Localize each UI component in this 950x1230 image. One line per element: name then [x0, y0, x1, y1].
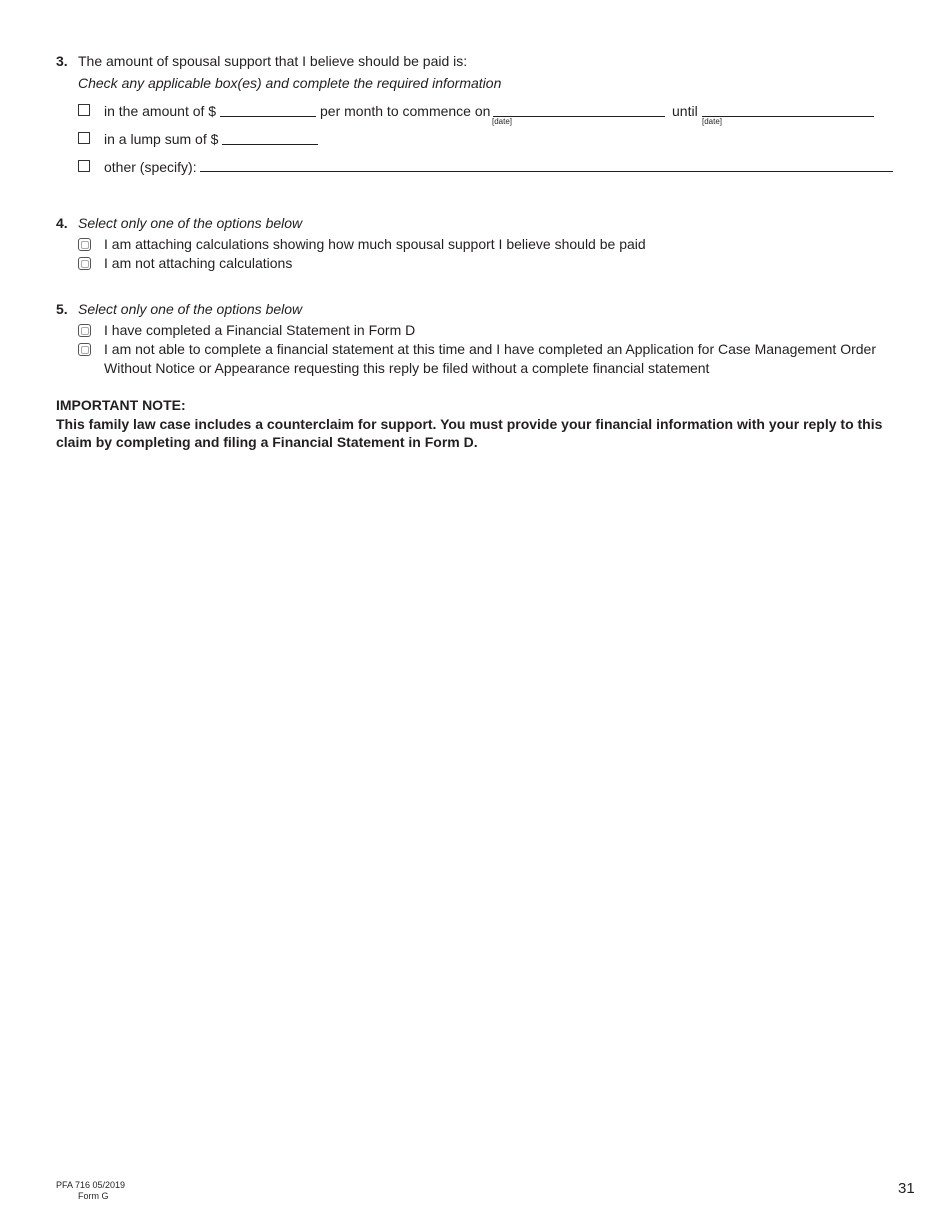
not-attaching-calculations-label: I am not attaching calculations — [104, 255, 293, 271]
commence-on-label: per month to commence on — [320, 103, 491, 119]
section-4-number: 4. — [56, 215, 68, 231]
important-note-line-1: This family law case includes a counterclaim for support. You must provide your financial information with your reply to this — [56, 416, 883, 432]
lump-sum-checkbox[interactable] — [78, 132, 90, 144]
lump-sum-field[interactable] — [222, 144, 318, 145]
financial-statement-not-able-radio[interactable] — [78, 343, 91, 356]
page-number: 31 — [898, 1180, 915, 1197]
section-4-instruction: Select only one of the options below — [78, 215, 303, 231]
section-3-heading: The amount of spousal support that I believe should be paid is: — [78, 53, 468, 69]
lump-sum-label: in a lump sum of $ — [104, 131, 219, 147]
section-3-number: 3. — [56, 53, 68, 69]
attaching-calculations-radio[interactable] — [78, 238, 91, 251]
until-date-field[interactable] — [702, 116, 874, 117]
attaching-calculations-label: I am attaching calculations showing how much spousal support I believe should be paid — [104, 236, 646, 252]
important-note-line-2: claim by completing and filing a Financial Statement in Form D. — [56, 434, 478, 450]
other-label: other (specify): — [104, 159, 197, 175]
until-label: until — [672, 103, 698, 119]
other-specify-field[interactable] — [200, 171, 893, 172]
other-checkbox[interactable] — [78, 160, 90, 172]
not-attaching-calculations-radio[interactable] — [78, 257, 91, 270]
section-5-instruction: Select only one of the options below — [78, 301, 303, 317]
form-name: Form G — [78, 1191, 109, 1201]
monthly-amount-field[interactable] — [220, 116, 316, 117]
commence-date-field[interactable] — [493, 116, 665, 117]
section-3-instruction: Check any applicable box(es) and complete the required information — [78, 75, 502, 91]
financial-statement-completed-label: I have completed a Financial Statement in Form D — [104, 322, 416, 338]
amount-per-month-checkbox[interactable] — [78, 104, 90, 116]
amount-per-month-label: in the amount of $ — [104, 103, 217, 119]
financial-statement-not-able-label-cont: Without Notice or Appearance requesting this reply be filed without a complete financial statement — [104, 360, 710, 376]
financial-statement-completed-radio[interactable] — [78, 324, 91, 337]
until-date-caption: [date] — [702, 117, 723, 126]
section-5-number: 5. — [56, 301, 68, 317]
form-code: PFA 716 05/2019 — [56, 1180, 126, 1190]
financial-statement-not-able-label: I am not able to complete a financial statement at this time and I have completed an Application for Case Management Order — [104, 341, 876, 357]
important-note-title: IMPORTANT NOTE: — [56, 397, 186, 413]
commence-date-caption: [date] — [492, 117, 513, 126]
